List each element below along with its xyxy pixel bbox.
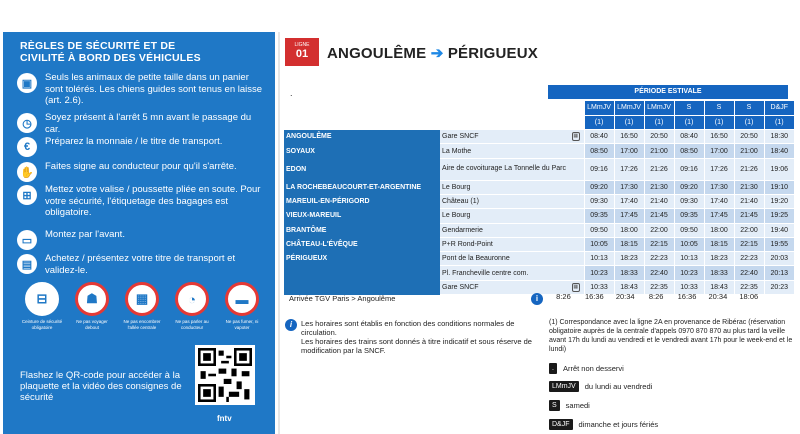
picto-no-standing: ☗ Ne pas voyager debout	[70, 282, 114, 330]
info-icon: i	[531, 293, 543, 305]
time-cell: 22:40	[644, 266, 674, 280]
arrival-times	[548, 292, 764, 301]
arrival-label: Arrivée TGV Paris > Angoulême	[289, 294, 396, 303]
table-row	[284, 266, 794, 280]
legend-code: .	[549, 363, 557, 374]
legend-not-served: . Arrêt non desservi	[549, 363, 624, 374]
stop-location: Aire de covoiturage La Tonnelle du Parc	[440, 158, 568, 180]
time-cell: 19:40	[764, 223, 794, 237]
rule-arrive-early: ◷ Soyez présent à l'arrêt 5 mn avant le passage du car.	[17, 112, 269, 135]
table-row	[284, 130, 794, 144]
time-cell: 18:00	[704, 223, 734, 237]
time-cell: 08:40	[674, 130, 704, 144]
time-cell: 10:13	[584, 252, 614, 266]
time-cell: 10:05	[674, 237, 704, 251]
time-cell: 21:45	[734, 209, 764, 223]
stop-icon-cell	[568, 130, 584, 144]
legend-code: S	[549, 400, 560, 411]
stop-name: BRANTÔME	[284, 223, 440, 237]
time-cell: 09:16	[584, 158, 614, 180]
table-row	[284, 180, 794, 194]
qr-code-icon	[198, 348, 252, 402]
time-cell: 17:40	[704, 194, 734, 208]
timetable-table	[284, 101, 794, 295]
time-cell: 17:40	[614, 194, 644, 208]
euro-icon: €	[17, 137, 37, 157]
rule-signal-driver: ✋ Faites signe au conducteur pour qu'il s'arrête.	[17, 161, 269, 182]
legend-code: LMmJV	[549, 381, 579, 392]
train-icon: ▦	[573, 283, 579, 290]
time-cell: 09:50	[674, 223, 704, 237]
time-cell: 22:35	[734, 280, 764, 294]
info-icon: i	[285, 319, 297, 331]
time-cell: 19:06	[764, 158, 794, 180]
day-code-cell: (1)	[584, 115, 614, 129]
time-cell: 17:45	[614, 209, 644, 223]
time-cell: 18:33	[614, 266, 644, 280]
picto-no-smoking: ▬ Ne pas fumer, ni vapoter	[220, 282, 264, 330]
seatbelt-icon: ⊟	[25, 282, 59, 316]
table-row	[284, 158, 794, 180]
day-code-cell: (1)	[764, 115, 794, 129]
time-cell: 19:20	[764, 194, 794, 208]
time-cell: 17:26	[704, 158, 734, 180]
time-cell: 19:55	[764, 237, 794, 251]
stop-name: EDON	[284, 158, 440, 180]
time-cell: 09:35	[674, 209, 704, 223]
time-cell: 18:43	[704, 280, 734, 294]
stop-icon-cell	[568, 266, 584, 280]
day-code-cell: LMmJV	[614, 101, 644, 115]
bag-icon: ▣	[17, 73, 37, 93]
stop-name: MAREUIL-EN-PÉRIGORD	[284, 194, 440, 208]
timetable-header-row	[284, 101, 794, 115]
time-cell: 19:10	[764, 180, 794, 194]
time-cell: 21:40	[734, 194, 764, 208]
stop-name: VIEUX-MAREUIL	[284, 209, 440, 223]
time-cell: 09:35	[584, 209, 614, 223]
time-cell: 18:23	[704, 252, 734, 266]
time-cell: 20:50	[644, 130, 674, 144]
route-title: ANGOULÊME ➔ PÉRIGUEUX	[327, 45, 538, 62]
no-talk-driver-icon: ◔	[175, 282, 209, 316]
luggage-icon: ⊞	[17, 185, 37, 205]
picto-no-aisle: ▦ Ne pas encombrer l'allée centrale	[120, 282, 164, 330]
safety-title: RÈGLES DE SÉCURITÉ ET DE CIVILITÉ À BORD DES VÉHICULES	[20, 40, 201, 64]
stop-icon-cell	[568, 237, 584, 251]
day-code-cell: (1)	[704, 115, 734, 129]
time-cell: 22:23	[644, 252, 674, 266]
stop-name: LA ROCHEBEAUCOURT-ET-ARGENTINE	[284, 180, 440, 194]
time-cell: 22:15	[644, 237, 674, 251]
time-cell: 21:30	[734, 180, 764, 194]
ticket-icon: ▤	[17, 254, 37, 274]
day-code-cell: S	[674, 101, 704, 115]
stop-name	[284, 266, 440, 280]
time-cell: 18:43	[614, 280, 644, 294]
stop-name	[284, 280, 440, 294]
time-cell: 17:45	[704, 209, 734, 223]
rule-ticket: ▤ Achetez / présentez votre titre de transport et validez-le.	[17, 253, 269, 276]
arrival-time: 16:36	[677, 292, 697, 301]
stop-location: Gendarmerie	[440, 223, 568, 237]
correspondance-note: (1) Correspondance avec la ligne 2A en provenance de Ribérac (réservation obligatoire auprès de la centrale d'appels 0970 870 870 au plus tard la veille avant 17h du lundi au vendredi et le vendredi avant 17h pour le week-end et le lundi)	[549, 319, 793, 353]
time-cell: 18:40	[764, 144, 794, 158]
stop-location: Gare SNCF	[440, 130, 568, 144]
table-row	[284, 237, 794, 251]
time-cell: 21:26	[734, 158, 764, 180]
time-cell: 19:25	[764, 209, 794, 223]
time-cell: 17:26	[614, 158, 644, 180]
day-code-cell: LMmJV	[584, 101, 614, 115]
time-cell: 18:33	[704, 266, 734, 280]
stop-icon-cell	[568, 209, 584, 223]
day-code-cell: S	[704, 101, 734, 115]
arrival-time: 8:26	[648, 292, 664, 301]
table-row	[284, 209, 794, 223]
arrival-time: 20:34	[615, 292, 635, 301]
stop-location: Pl. Francheville centre com.	[440, 266, 568, 280]
rule-prepare-fare: € Préparez la monnaie / le titre de transport.	[17, 136, 269, 157]
no-aisle-icon: ▦	[125, 282, 159, 316]
table-row	[284, 252, 794, 266]
stop-icon-cell	[568, 252, 584, 266]
period-header: PÉRIODE ESTIVALE	[548, 85, 788, 99]
time-cell: 18:23	[614, 252, 644, 266]
time-cell: 17:30	[614, 180, 644, 194]
stop-icon-cell	[568, 180, 584, 194]
arrival-time: 8:26	[556, 292, 571, 301]
time-cell: 08:50	[584, 144, 614, 158]
qr-code[interactable]	[195, 345, 255, 405]
stop-icon-cell	[568, 158, 584, 180]
header-dot: .	[290, 88, 293, 98]
time-cell: 09:20	[584, 180, 614, 194]
safety-panel	[3, 32, 275, 434]
time-cell: 22:35	[644, 280, 674, 294]
time-cell: 18:15	[704, 237, 734, 251]
no-standing-icon: ☗	[75, 282, 109, 316]
time-cell: 22:00	[734, 223, 764, 237]
time-cell: 09:50	[584, 223, 614, 237]
legend-saturday: S samedi	[549, 400, 590, 411]
stop-location: La Mothe	[440, 144, 568, 158]
time-cell: 22:40	[734, 266, 764, 280]
stop-location: Le Bourg	[440, 209, 568, 223]
time-cell: 10:33	[674, 280, 704, 294]
pictogram-row	[20, 282, 264, 330]
time-cell: 10:23	[584, 266, 614, 280]
day-code-cell: (1)	[644, 115, 674, 129]
time-cell: 21:26	[644, 158, 674, 180]
time-cell: 16:50	[614, 130, 644, 144]
time-cell: 18:15	[614, 237, 644, 251]
stop-location: Château (1)	[440, 194, 568, 208]
time-cell: 18:30	[764, 130, 794, 144]
time-cell: 21:45	[644, 209, 674, 223]
stop-location: Gare SNCF	[440, 280, 568, 294]
header-spacer	[284, 101, 584, 115]
time-cell: 09:30	[674, 194, 704, 208]
time-cell: 18:00	[614, 223, 644, 237]
stop-name: CHÂTEAU-L'ÉVÊQUE	[284, 237, 440, 251]
qr-caption: Flashez le QR-code pour accéder à la plaquette et la vidéo des consignes de sécurité	[20, 370, 182, 403]
arrival-time: 16:36	[584, 292, 604, 301]
time-cell: 10:13	[674, 252, 704, 266]
time-cell: 20:03	[764, 252, 794, 266]
time-cell: 21:00	[644, 144, 674, 158]
time-cell: 20:13	[764, 266, 794, 280]
stop-icon-cell	[568, 223, 584, 237]
day-code-cell: (1)	[674, 115, 704, 129]
header-spacer	[284, 115, 584, 129]
time-cell: 08:40	[584, 130, 614, 144]
time-cell: 10:23	[674, 266, 704, 280]
time-cell: 17:30	[704, 180, 734, 194]
table-row	[284, 194, 794, 208]
day-code-cell: (1)	[614, 115, 644, 129]
time-cell: 22:23	[734, 252, 764, 266]
legend-weekdays: LMmJV du lundi au vendredi	[549, 381, 652, 392]
picto-seatbelt: ⊟ Ceinture de sécurité obligatoire	[20, 282, 64, 330]
time-cell: 21:00	[734, 144, 764, 158]
bus-icon: ▭	[17, 230, 37, 250]
fntv-logo: fntv	[217, 414, 232, 423]
stop-icon-cell	[568, 194, 584, 208]
rule-luggage: ⊞ Mettez votre valise / poussette pliée en soute. Pour votre sécurité, l'étiquetage des bagages est obligatoire.	[17, 184, 269, 219]
table-row	[284, 144, 794, 158]
rule-board-front: ▭ Montez par l'avant.	[17, 229, 269, 250]
time-cell: 20:50	[734, 130, 764, 144]
arrow-right-icon: ➔	[430, 45, 444, 62]
time-cell: 20:23	[764, 280, 794, 294]
day-code-cell: S	[734, 101, 764, 115]
day-code-cell: (1)	[734, 115, 764, 129]
no-smoking-icon: ▬	[225, 282, 259, 316]
stop-location: Pont de la Beauronne	[440, 252, 568, 266]
hand-signal-icon: ✋	[17, 162, 37, 182]
time-cell: 10:33	[584, 280, 614, 294]
day-code-cell: LMmJV	[644, 101, 674, 115]
picto-no-talk-driver: ◔ Ne pas parler au conducteur	[170, 282, 214, 330]
time-cell: 21:30	[644, 180, 674, 194]
stop-name: SOYAUX	[284, 144, 440, 158]
clock-icon: ◷	[17, 113, 37, 133]
train-icon: ▦	[573, 132, 579, 139]
arrival-time: 20:34	[708, 292, 728, 301]
time-cell: 17:00	[614, 144, 644, 158]
time-cell: 10:05	[584, 237, 614, 251]
time-cell: 22:00	[644, 223, 674, 237]
time-cell: 16:50	[704, 130, 734, 144]
time-cell: 09:20	[674, 180, 704, 194]
stop-location: P+R Rond-Point	[440, 237, 568, 251]
time-cell: 09:30	[584, 194, 614, 208]
stop-icon-cell	[568, 144, 584, 158]
time-cell: 08:50	[674, 144, 704, 158]
time-cell: 22:15	[734, 237, 764, 251]
day-code-cell: D&JF	[764, 101, 794, 115]
table-row	[284, 223, 794, 237]
line-badge: LIGNE 01	[285, 38, 319, 66]
stop-name: PÉRIGUEUX	[284, 252, 440, 266]
time-cell: 21:40	[644, 194, 674, 208]
panel-divider	[278, 32, 280, 434]
stop-name: ANGOULÊME	[284, 130, 440, 144]
arrival-time: 18:06	[739, 292, 759, 301]
rule-animals: ▣ Seuls les animaux de petite taille dans un panier sont tolérés. Les chiens guides sont tenus en laisse (art. 2.6).	[17, 72, 269, 107]
stop-location: Le Bourg	[440, 180, 568, 194]
legend-code: D&JF	[549, 419, 573, 430]
time-cell: 17:00	[704, 144, 734, 158]
legend-sunday: D&JF dimanche et jours fériés	[549, 419, 658, 430]
info-text: Les horaires sont établis en fonction des conditions normales de circulation. Les horaires des trains sont donnés à titre indicatif et sous réserve de modification par la SNCF.	[301, 319, 532, 355]
timetable-header-row	[284, 115, 794, 129]
time-cell: 09:16	[674, 158, 704, 180]
